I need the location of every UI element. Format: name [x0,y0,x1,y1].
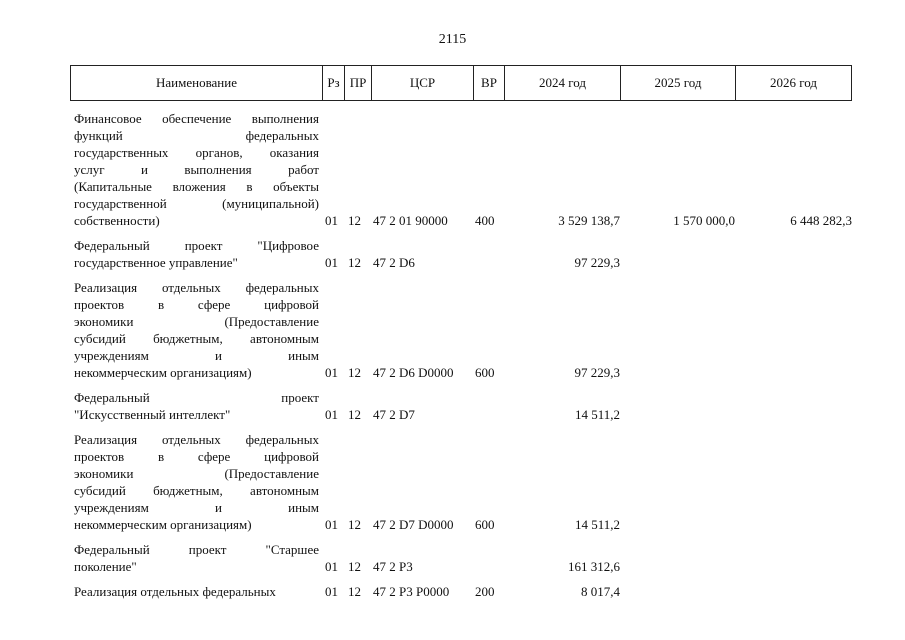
row-values [74,254,854,271]
row-pr: 12 [348,559,361,574]
row-rz: 01 [325,559,338,574]
row-2024: 3 529 138,7 [558,213,620,228]
header-name: Наименование [71,66,323,100]
row-csr: 47 2 D7 D0000 [373,517,454,532]
row-2024: 97 229,3 [574,255,620,270]
row-values [74,516,854,533]
row-vr: 400 [475,213,495,228]
row-values [74,406,854,423]
row-pr: 12 [348,407,361,422]
header-rz: Рз [323,66,345,100]
row-rz: 01 [325,584,338,599]
row-rz: 01 [325,407,338,422]
row-rz: 01 [325,255,338,270]
header-vr: ВР [474,66,505,100]
row-name-line: учреждениям и иным [74,348,319,363]
table-row [74,389,854,423]
row-2024: 97 229,3 [574,365,620,380]
header-pr: ПР [345,66,372,100]
row-values [74,558,854,575]
row-values [74,364,854,381]
row-name-line: проектов в сфере цифровой [74,449,319,464]
row-name-line: (Капитальные вложения в объекты [74,179,319,194]
row-rz: 01 [325,517,338,532]
table-row [74,431,854,533]
row-vr: 600 [475,517,495,532]
row-name-line: экономики (Предоставление [74,466,319,481]
row-name-line: "Искусственный интеллект" [74,407,231,422]
row-name-line: услуг и выполнения работ [74,162,319,177]
row-name-line: Федеральный проект [74,390,319,405]
row-2024: 14 511,2 [574,407,620,422]
row-2024: 8 017,4 [581,584,620,599]
table-row [74,110,854,229]
row-2026: 6 448 282,3 [790,213,852,228]
table-row [74,541,854,575]
row-rz: 01 [325,213,338,228]
row-pr: 12 [348,365,361,380]
row-pr: 12 [348,517,361,532]
header-2024: 2024 год [505,66,621,100]
row-values [74,212,854,229]
row-csr: 47 2 D6 [373,255,415,270]
row-name-line: государственное управление" [74,255,238,270]
row-pr: 12 [348,255,361,270]
header-2026: 2026 год [770,75,817,90]
row-vr: 600 [475,365,495,380]
row-name-line: экономики (Предоставление [74,314,319,329]
row-name-line: субсидий бюджетным, автономным [74,331,319,346]
table-row [74,583,854,600]
row-csr: 47 2 D7 [373,407,415,422]
table-header [70,65,852,101]
row-pr: 12 [348,584,361,599]
row-name-line: Реализация отдельных федеральных [74,432,319,447]
row-csr: 47 2 P3 P0000 [373,584,450,599]
row-name-line: Реализация отдельных федеральных [74,280,319,295]
row-2024: 14 511,2 [574,517,620,532]
row-name-line: функций федеральных [74,128,319,143]
table-row [74,279,854,381]
row-values [74,583,854,600]
row-name-line: государственной (муниципальной) [74,196,319,211]
row-rz: 01 [325,365,338,380]
header-csr: ЦСР [372,66,474,100]
row-name-line: собственности) [74,213,160,228]
row-name-line: государственных органов, оказания [74,145,319,160]
row-csr: 47 2 D6 D0000 [373,365,454,380]
row-csr: 47 2 01 90000 [373,213,448,228]
row-name-line: субсидий бюджетным, автономным [74,483,319,498]
header-2025: 2025 год [621,66,736,100]
row-name-line: учреждениям и иным [74,500,319,515]
table-body [74,110,854,608]
row-name-line: поколение" [74,559,137,574]
row-name-line: проектов в сфере цифровой [74,297,319,312]
row-name-line: некоммерческим организациям) [74,365,252,380]
row-pr: 12 [348,213,361,228]
row-vr: 200 [475,584,495,599]
page-number: 2115 [438,32,467,47]
row-name-line: Реализация отдельных федеральных [74,584,276,599]
row-name-line: некоммерческим организациям) [74,517,252,532]
row-2024: 161 312,6 [568,559,620,574]
row-name-line: Федеральный проект "Старшее [74,542,319,557]
row-csr: 47 2 P3 [373,559,413,574]
row-name-line: Финансовое обеспечение выполнения [74,111,319,126]
table-row [74,237,854,271]
row-name-line: Федеральный проект "Цифровое [74,238,319,253]
row-2025: 1 570 000,0 [673,213,735,228]
